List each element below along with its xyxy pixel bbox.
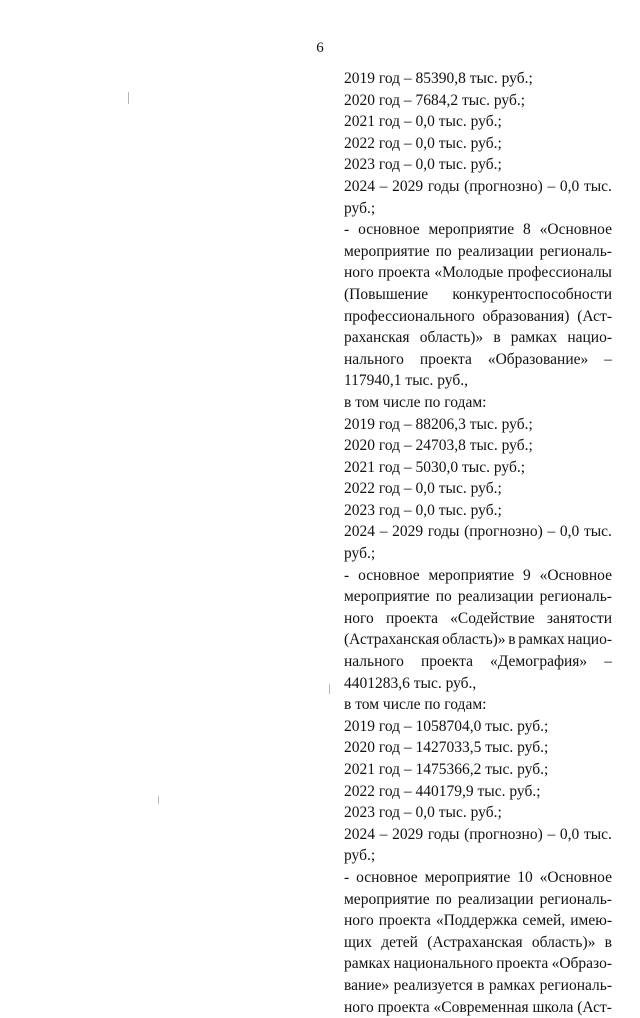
word: 2024 [344,825,375,843]
word: нацио- [567,631,612,649]
text-line: 2019 год – 1058704,0 тыс. руб.; [344,717,549,735]
word: область)» [531,933,596,951]
text-line [344,953,612,975]
word: проекта [378,912,431,930]
word: мероприятие [428,221,515,239]
word: – [547,523,556,541]
word: «Молодые [434,264,504,282]
word: (прогнозно) [464,177,543,195]
word: раханская [344,329,410,347]
word: «Основное [539,566,612,584]
word: региональ- [539,976,612,994]
word: проекта [496,955,549,973]
text-line: 2023 год – 0,0 тыс. руб.; [344,501,502,519]
word: «Демография» [490,653,588,671]
text-line [344,219,612,241]
word: - [344,868,350,886]
word: мероприятие [344,890,430,908]
word: 10 [517,868,533,886]
text-line: 2022 год – 440179,9 тыс. руб.; [344,782,541,800]
word: 0,0 [559,177,580,195]
word: нального [344,350,404,368]
word: основное [358,566,420,584]
word: (прогнозно) [464,825,543,843]
text-line: 2019 год – 85390,8 тыс. руб.; [344,70,533,87]
text-line [344,608,612,630]
word: (Аст- [577,307,612,325]
word: вание» [344,976,390,994]
text-line [344,824,612,846]
text-line: 2019 год – 88206,3 тыс. руб.; [344,415,533,433]
scan-mark [158,796,159,804]
word: ного [344,998,374,1016]
word: в [508,631,516,649]
text-line [344,997,612,1018]
word: ного [344,264,374,282]
text-line [344,241,612,263]
word: – [379,825,388,843]
word: по [435,890,452,908]
text-line [344,910,612,932]
word: рамках [488,976,536,994]
text-line [344,327,612,349]
text-line [344,867,612,889]
word: - [344,221,350,239]
word: по [435,588,452,606]
text-line: 2022 год – 0,0 тыс. руб.; [344,134,502,152]
text-line [344,889,612,911]
text-line: руб.; [344,545,376,563]
word: 2029 [392,523,424,541]
word: проекта [419,350,472,368]
word: область)» [419,329,484,347]
word: – [379,177,388,195]
scan-mark [329,684,330,694]
word: региональ- [539,588,612,606]
word: нацио- [567,329,612,347]
word: в [604,933,612,951]
word: ного [344,609,374,627]
text-line [344,565,612,587]
word: – [604,653,612,671]
text-line [344,176,612,198]
text-line: в том числе по годам: [344,696,487,714]
word: профессионального [344,307,475,325]
text-line [344,262,612,284]
text-line: в том числе по годам: [344,393,487,411]
text-line [344,284,612,306]
word: проекта [385,609,438,627]
word: рамках [344,955,391,973]
word: «Содействие [450,609,535,627]
text-line [344,651,612,673]
word: «Образо- [551,955,612,973]
word: ного [344,912,374,930]
word: детей [381,933,418,951]
word: (Астраханская [427,933,523,951]
word: «Основное [539,868,612,886]
word: (Повышение [344,285,429,303]
word: в [477,976,485,994]
word: реализации [457,890,534,908]
text-line: 2023 год – 0,0 тыс. руб.; [344,804,502,822]
word: годы [427,825,460,843]
text-line [344,306,612,328]
page-number: 6 [316,40,324,56]
word: – [547,177,556,195]
word: в [493,329,501,347]
word: (прогнозно) [464,523,543,541]
word: «Основное [539,221,612,239]
word: по [435,242,452,260]
word: – [604,350,612,368]
text-line [344,975,612,997]
word: национального [393,955,494,973]
text-line: 2020 год – 1427033,5 тыс. руб.; [344,739,549,757]
word: мероприятие [344,242,430,260]
word: проекта [420,653,473,671]
text-line: 4401283,6 тыс. руб., [344,674,477,692]
text-line [344,349,612,371]
text-line: 2020 год – 7684,2 тыс. руб.; [344,91,526,109]
text-line: 2022 год – 0,0 тыс. руб.; [344,480,502,498]
word: основное [358,221,420,239]
word: тыс. [583,523,612,541]
scan-mark [128,92,129,104]
word: нального [344,653,404,671]
word: – [379,523,388,541]
word: школа [532,998,574,1016]
word: «Образование» [487,350,589,368]
word: 8 [523,221,531,239]
word: профессионалы [507,264,612,282]
word: проекта [378,264,431,282]
text-line [344,521,612,543]
document-body [344,68,612,1018]
word: региональ- [539,242,612,260]
word: тыс. [583,177,612,195]
word: - [344,566,350,584]
word: тыс. [583,825,612,843]
text-line [344,629,612,651]
word: годы [427,177,460,195]
word: проекта [377,998,430,1016]
word: (Аст- [577,998,612,1016]
word: 2024 [344,177,375,195]
word: образования) [482,307,570,325]
text-line: руб.; [344,847,376,865]
word: 0,0 [559,523,580,541]
text-line: 2021 год – 5030,0 тыс. руб.; [344,458,526,476]
text-line: 2021 год – 0,0 тыс. руб.; [344,113,502,131]
text-line: 2020 год – 24703,8 тыс. руб.; [344,437,533,455]
text-line: 2023 год – 0,0 тыс. руб.; [344,156,502,174]
word: мероприятие [428,566,515,584]
word: имею- [570,912,612,930]
word: мероприятие [424,868,511,886]
word: 2029 [392,177,424,195]
word: рамках [518,631,565,649]
word: – [547,825,556,843]
word: основное [356,868,418,886]
word: реализации [457,242,534,260]
text-line [344,932,612,954]
word: 9 [523,566,531,584]
word: 2029 [392,825,424,843]
word: реализуется [393,976,473,994]
word: годы [427,523,460,541]
word: занятости [546,609,612,627]
word: конкурентоспособности [452,285,612,303]
word: мероприятие [344,588,430,606]
word: щих [344,933,372,951]
word: «Поддержка [435,912,518,930]
word: региональ- [539,890,612,908]
word: (Астраханская [344,631,440,649]
word: реализации [457,588,534,606]
word: рамках [510,329,558,347]
word: 2024 [344,523,375,541]
word: область)» [442,631,506,649]
text-line [344,586,612,608]
text-line: 117940,1 тыс. руб., [344,372,468,390]
word: семей, [522,912,566,930]
word: 0,0 [559,825,580,843]
text-line: руб.; [344,199,376,217]
word: «Современная [433,998,529,1016]
text-line: 2021 год – 1475366,2 тыс. руб.; [344,761,549,778]
